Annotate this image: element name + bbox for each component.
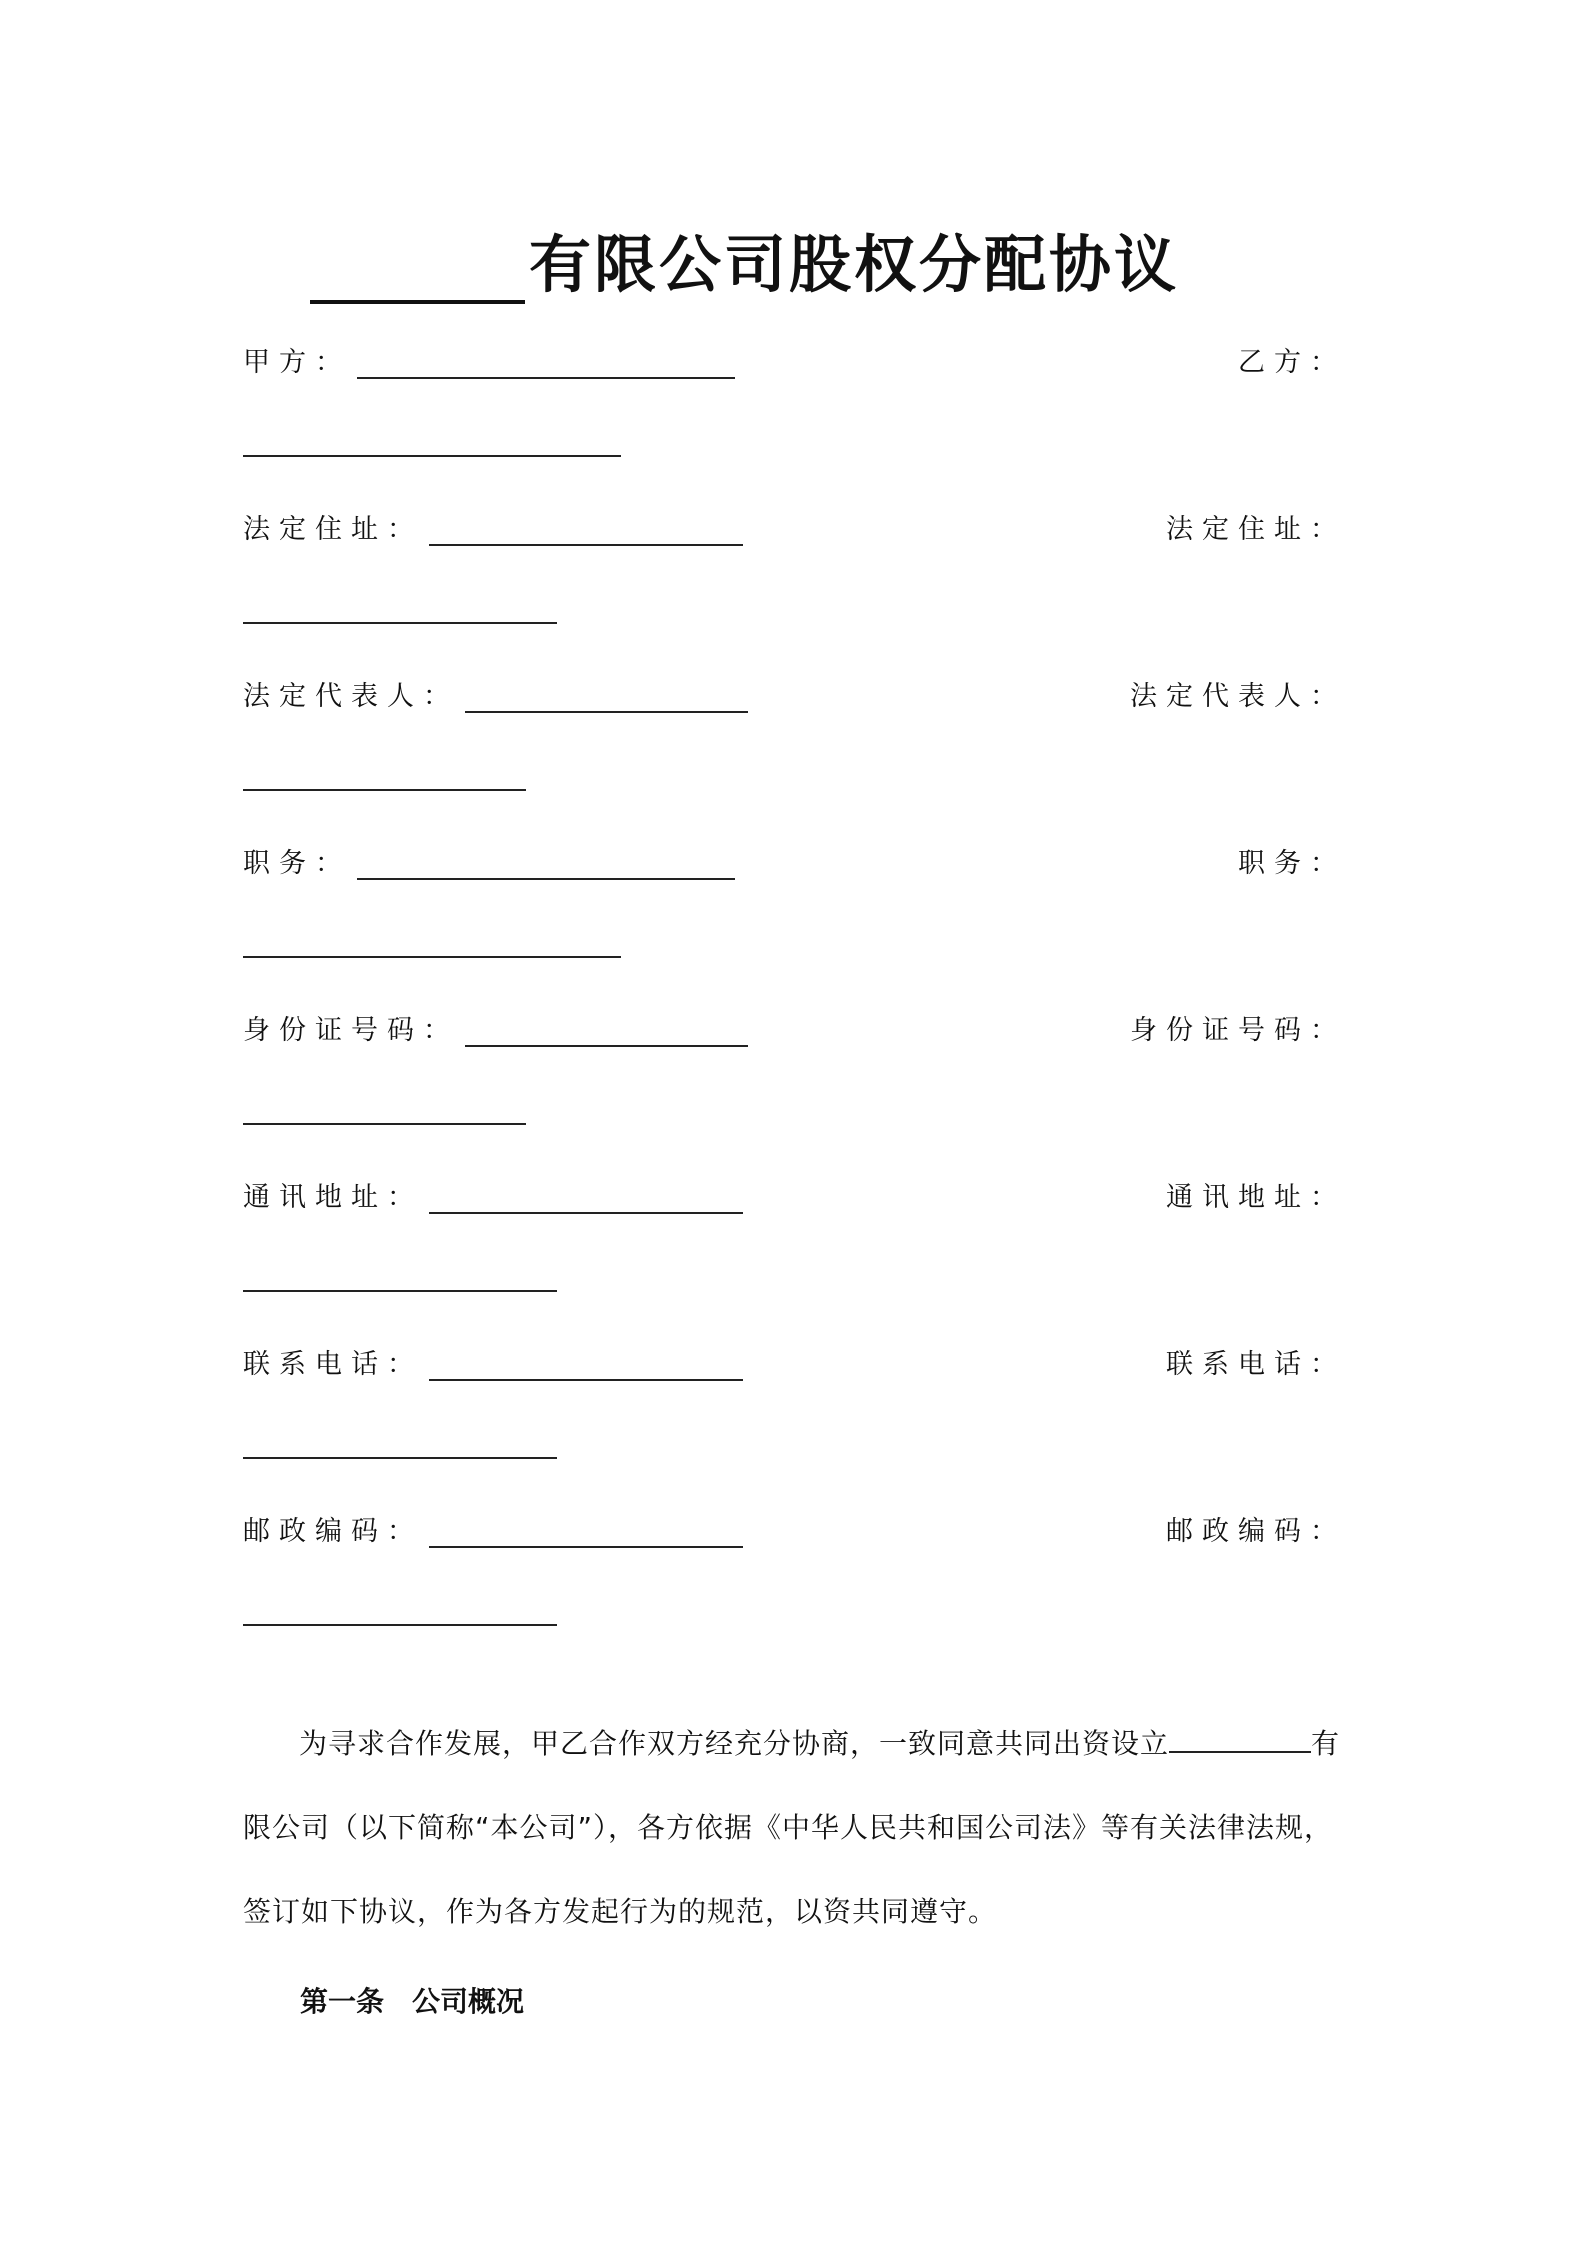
intro-paragraph: [243, 1702, 1358, 1954]
company-name-blank[interactable]: [310, 240, 525, 304]
phone-a-label: 联系电话：: [243, 1349, 423, 1380]
address-b-blank[interactable]: [243, 620, 557, 624]
postcode-a-field: [243, 1509, 743, 1548]
intro-text-1: 为寻求合作发展，甲乙合作双方经充分协商，一致同意共同出资设立: [299, 1727, 1170, 1760]
address-a-field: [243, 507, 743, 546]
mail-a-blank[interactable]: [429, 1188, 743, 1214]
mail-b-blank[interactable]: [243, 1288, 557, 1292]
party-a-label: 甲方：: [243, 347, 351, 378]
rep-b-blank[interactable]: [243, 787, 526, 791]
phone-b-blank[interactable]: [243, 1455, 557, 1459]
phone-b-label: 联系电话：: [1166, 1349, 1346, 1380]
rep-a-label: 法定代表人：: [243, 681, 459, 712]
rep-a-field: [243, 674, 748, 713]
mail-a-label: 通讯地址：: [243, 1182, 423, 1213]
position-b-label: 职务：: [1238, 848, 1346, 879]
postcode-b-blank[interactable]: [243, 1622, 557, 1626]
article-1-number: 第一条: [300, 1985, 385, 2018]
postcode-b-label: 邮政编码：: [1166, 1516, 1346, 1547]
postcode-a-blank[interactable]: [429, 1522, 743, 1548]
address-a-label: 法定住址：: [243, 514, 423, 545]
mail-a-field: [243, 1175, 743, 1214]
address-b-label: 法定住址：: [1166, 514, 1346, 545]
position-a-field: [243, 841, 735, 880]
company-name-inline-blank[interactable]: [1169, 1727, 1311, 1753]
rep-b-label: 法定代表人：: [1130, 681, 1346, 712]
id-a-field: [243, 1008, 748, 1047]
rep-a-blank[interactable]: [465, 687, 748, 713]
postcode-a-label: 邮政编码：: [243, 1516, 423, 1547]
party-b-blank[interactable]: [243, 453, 621, 457]
id-b-blank[interactable]: [243, 1121, 526, 1125]
mail-b-label: 通讯地址：: [1166, 1182, 1346, 1213]
party-a-blank[interactable]: [357, 353, 735, 379]
id-a-label: 身份证号码：: [243, 1015, 459, 1046]
party-a-field: [243, 340, 735, 379]
address-a-blank[interactable]: [429, 520, 743, 546]
title-text: 有限公司股权分配协议: [529, 228, 1180, 301]
id-a-blank[interactable]: [465, 1021, 748, 1047]
article-1-heading: [300, 1980, 524, 2020]
phone-a-blank[interactable]: [429, 1355, 743, 1381]
id-b-label: 身份证号码：: [1130, 1015, 1346, 1046]
party-b-label: 乙方：: [1238, 347, 1346, 378]
position-b-blank[interactable]: [243, 954, 621, 958]
position-a-label: 职务：: [243, 848, 351, 879]
document-title: [310, 215, 1210, 304]
phone-a-field: [243, 1342, 743, 1381]
intro-text-2: 有限公司（以下简称“本公司”），各方依据《中华人民共和国公司法》等有关法律法规，签订如下协议，作为各方发起行为的规范，以资共同遵守。: [243, 1727, 1341, 1928]
article-1-title: 公司概况: [412, 1985, 525, 2018]
position-a-blank[interactable]: [357, 854, 735, 880]
